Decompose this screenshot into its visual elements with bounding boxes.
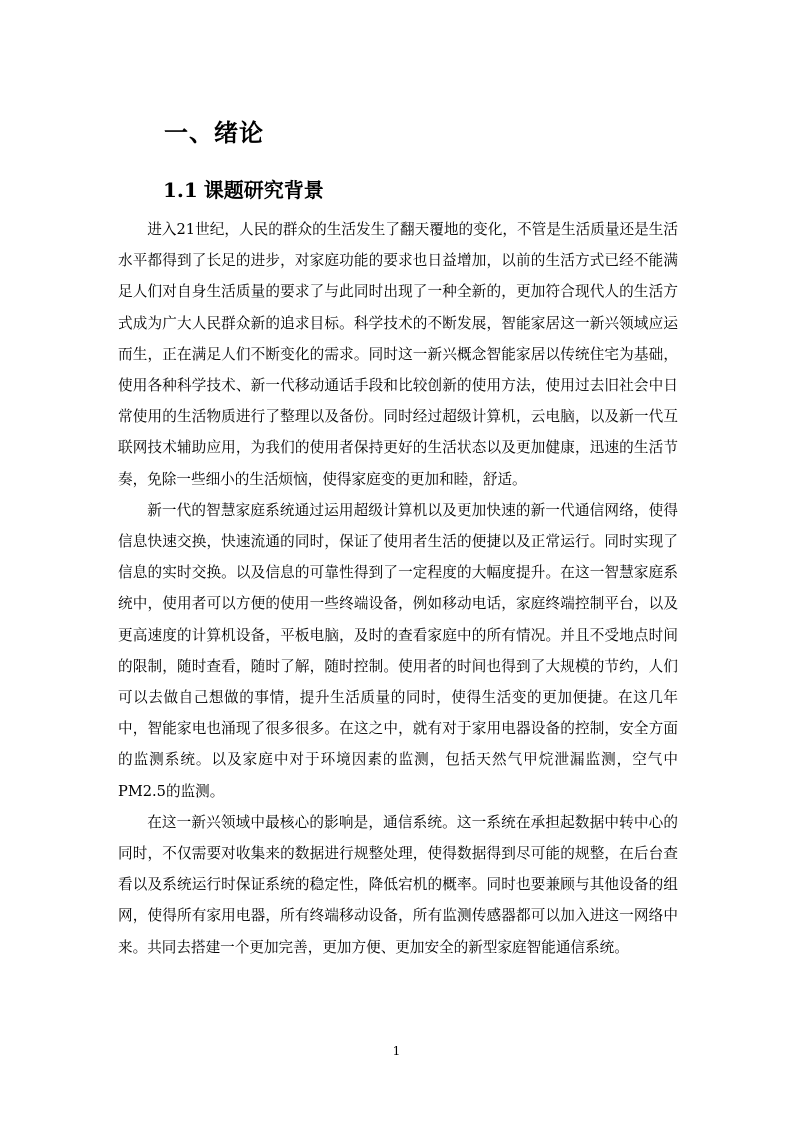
page-number: 1 bbox=[392, 1044, 401, 1058]
section-number: 1.1 bbox=[163, 178, 198, 202]
paragraph: 进入21世纪，人民的群众的生活发生了翻天覆地的变化，不管是生活质量还是生活水平都得到了长足的进步，对家庭功能的要求也日益增加，以前的生活方式已经不能满足人们对自身生活质量的要求了与此同时出现了一种全新的，更加符合现代人的生活方式成为广大人民群众新的追求目标。科学技术的不断发展，智能家居这一新兴领域应运而生，正在满足人们不断变化的需求。同时这一新兴概念智能家居以传统住宅为基础，使用各种科学技术、新一代移动通话手段和比较创新的使用方法，使用过去旧社会中日常使用的生活物质进行了整理以及备份。同时经过超级计算机，云电脑，以及新一代互联网技术辅助应用，为我们的使用者保持更好的生活状态以及更加健康，迅速的生活节奏，免除一些细小的生活烦恼，使得家庭变的更加和睦，舒适。 bbox=[118, 221, 678, 488]
paragraph: 在这一新兴领域中最核心的影响是，通信系统。这一系统在承担起数据中转中心的同时，不仅需要对收集来的数据进行规整处理，使得数据得到尽可能的规整，在后台查看以及系统运行时保证系统的稳定性，降低宕机的概率。同时也要兼顾与其他设备的组网，使得所有家用电器，所有终端移动设备，所有监测传感器都可以加入进这一网络中来。共同去搭建一个更加完善，更加方便、更加安全的新型家庭智能通信系统。 bbox=[118, 813, 678, 956]
section-title: 课题研究背景 bbox=[203, 178, 324, 202]
body-text bbox=[118, 214, 678, 963]
chapter-title: 一、绪论 bbox=[164, 119, 264, 147]
section-heading bbox=[163, 175, 324, 205]
paragraph: 新一代的智慧家庭系统通过运用超级计算机以及更加快速的新一代通信网络，使得信息快速交换，快速流通的同时，保证了使用者生活的便捷以及正常运行。同时实现了信息的实时交换。以及信息的可靠性得到了一定程度的大幅度提升。在这一智慧家庭系统中，使用者可以方便的使用一些终端设备，例如移动电话，家庭终端控制平台，以及更高速度的计算机设备，平板电脑，及时的查看家庭中的所有情况。并且不受地点时间的限制，随时查看，随时了解，随时控制。使用者的时间也得到了大规模的节约，人们可以去做自己想做的事情，提升生活质量的同时，使得生活变的更加便捷。在这几年中，智能家电也涌现了很多很多。在这之中，就有对于家用电器设备的控制，安全方面的监测系统。以及家庭中对于环境因素的监测，包括天然气甲烷泄漏监测，空气中PM2.5的监测。 bbox=[118, 501, 678, 800]
